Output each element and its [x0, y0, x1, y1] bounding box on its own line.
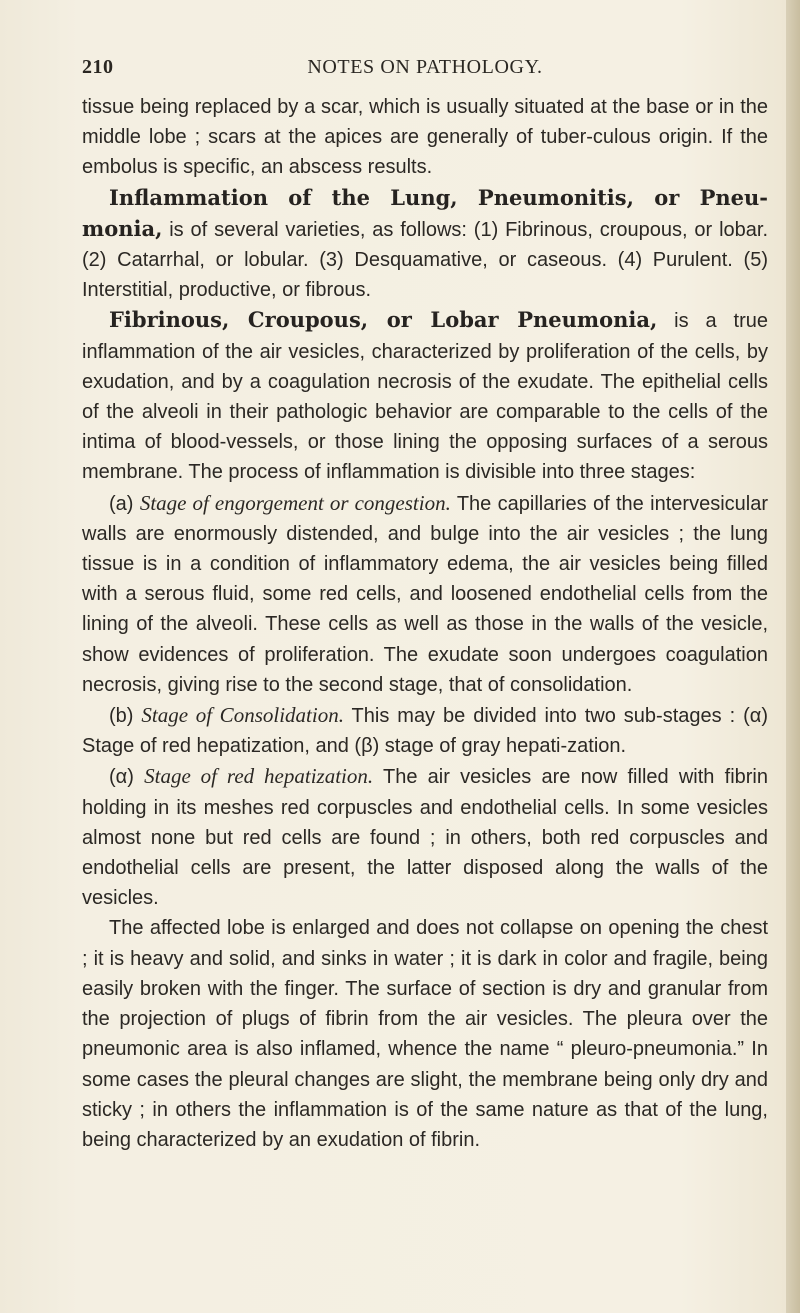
stage-label: (b) [109, 705, 134, 728]
stage-label: (α) [109, 766, 134, 789]
paragraph-lobar-pneumonia [82, 305, 768, 487]
stage-title: Stage of engorgement or congestion. [139, 490, 451, 515]
page-number: 210 [82, 56, 114, 78]
paragraph-text: This may be divided into two sub-stages : (α) Stage of red hepatization, and (β) stage of gray hepati-zation. [82, 705, 768, 758]
paragraph-text: tissue being replaced by a scar, which is usually situated at the base or in the middle lobe ; scars at the apices are generally of tuber-culous origin. If the embolus is specific, an abscess results. [82, 96, 768, 179]
paragraph-stage-engorgement [82, 488, 768, 700]
page-edge [786, 0, 800, 1313]
paragraph-affected-lobe [82, 913, 768, 1155]
paragraph-inflammation-of-lung [82, 183, 768, 306]
paragraph-text: The capillaries of the intervesicular walls are enormously distended, and bulge into the air vesicles ; the lung tissue is in a condition of inflammatory edema, the air vesicles being filled with a serous fluid, some red cells, and loosened endothelial cells from the lining of the alveoli. These cells as well as those in the walls of the vesicle, show evidences of proliferation. The exudate soon undergoes coagulation necrosis, giving rise to the second stage, that of consolidation. [82, 492, 768, 696]
paragraph-text: is a true inflammation of the air vesicles, characterized by proliferation of the cells, by exudation, and by a coagulation necrosis of the exudate. The epithelial cells of the alveoli in their pathologic behavior are comparable to the cells of the intima of blood-vessels, or those lining the opposing surfaces of a serous membrane. The process of inflammation is divisible into three stages: [82, 310, 768, 484]
section-heading: Inflammation of the Lung, Pneumonitis, or Pneu-monia, [82, 184, 768, 241]
stage-label: (a) [109, 492, 134, 515]
section-heading: Fibrinous, Croupous, or Lobar Pneumonia, [109, 307, 658, 333]
paragraph-text: is of several varieties, as follows: (1) Fibrinous, croupous, or lobar. (2) Catarrhal, or lobular. (3) Desquamative, or caseous. (4) Purulent. (5) Interstitial, productive, or fibrous. [82, 218, 768, 302]
paragraph-stage-consolidation [82, 700, 768, 761]
paragraph-red-hepatization [82, 761, 768, 913]
paragraph-embolus [82, 92, 768, 183]
running-title: NOTES ON PATHOLOGY. [307, 56, 543, 78]
page-header [82, 56, 768, 86]
page-body [82, 92, 768, 1155]
stage-title: Stage of Consolidation. [141, 703, 344, 728]
paragraph-text: The air vesicles are now filled with fibrin holding in its meshes red corpuscles and endothelial cells. In some vesicles almost none but red cells are found ; in others, both red corpuscles and endothelial cells are present, the latter disposed along the walls of the vesicles. [82, 766, 768, 910]
paragraph-text: The affected lobe is enlarged and does not collapse on opening the chest ; it is heavy and solid, and sinks in water ; it is dark in color and fragile, being easily broken with the finger. The surface of section is dry and granular from the projection of plugs of fibrin from the air vesicles. The pleura over the pneumonic area is also inflamed, whence the name “ pleuro-pneumonia.” In some cases the pleural changes are slight, the membrane being only dry and sticky ; in others the inflammation is of the same nature as that of the lung, being characterized by an exudation of fibrin. [82, 917, 768, 1151]
stage-title: Stage of red hepatization. [144, 764, 374, 789]
